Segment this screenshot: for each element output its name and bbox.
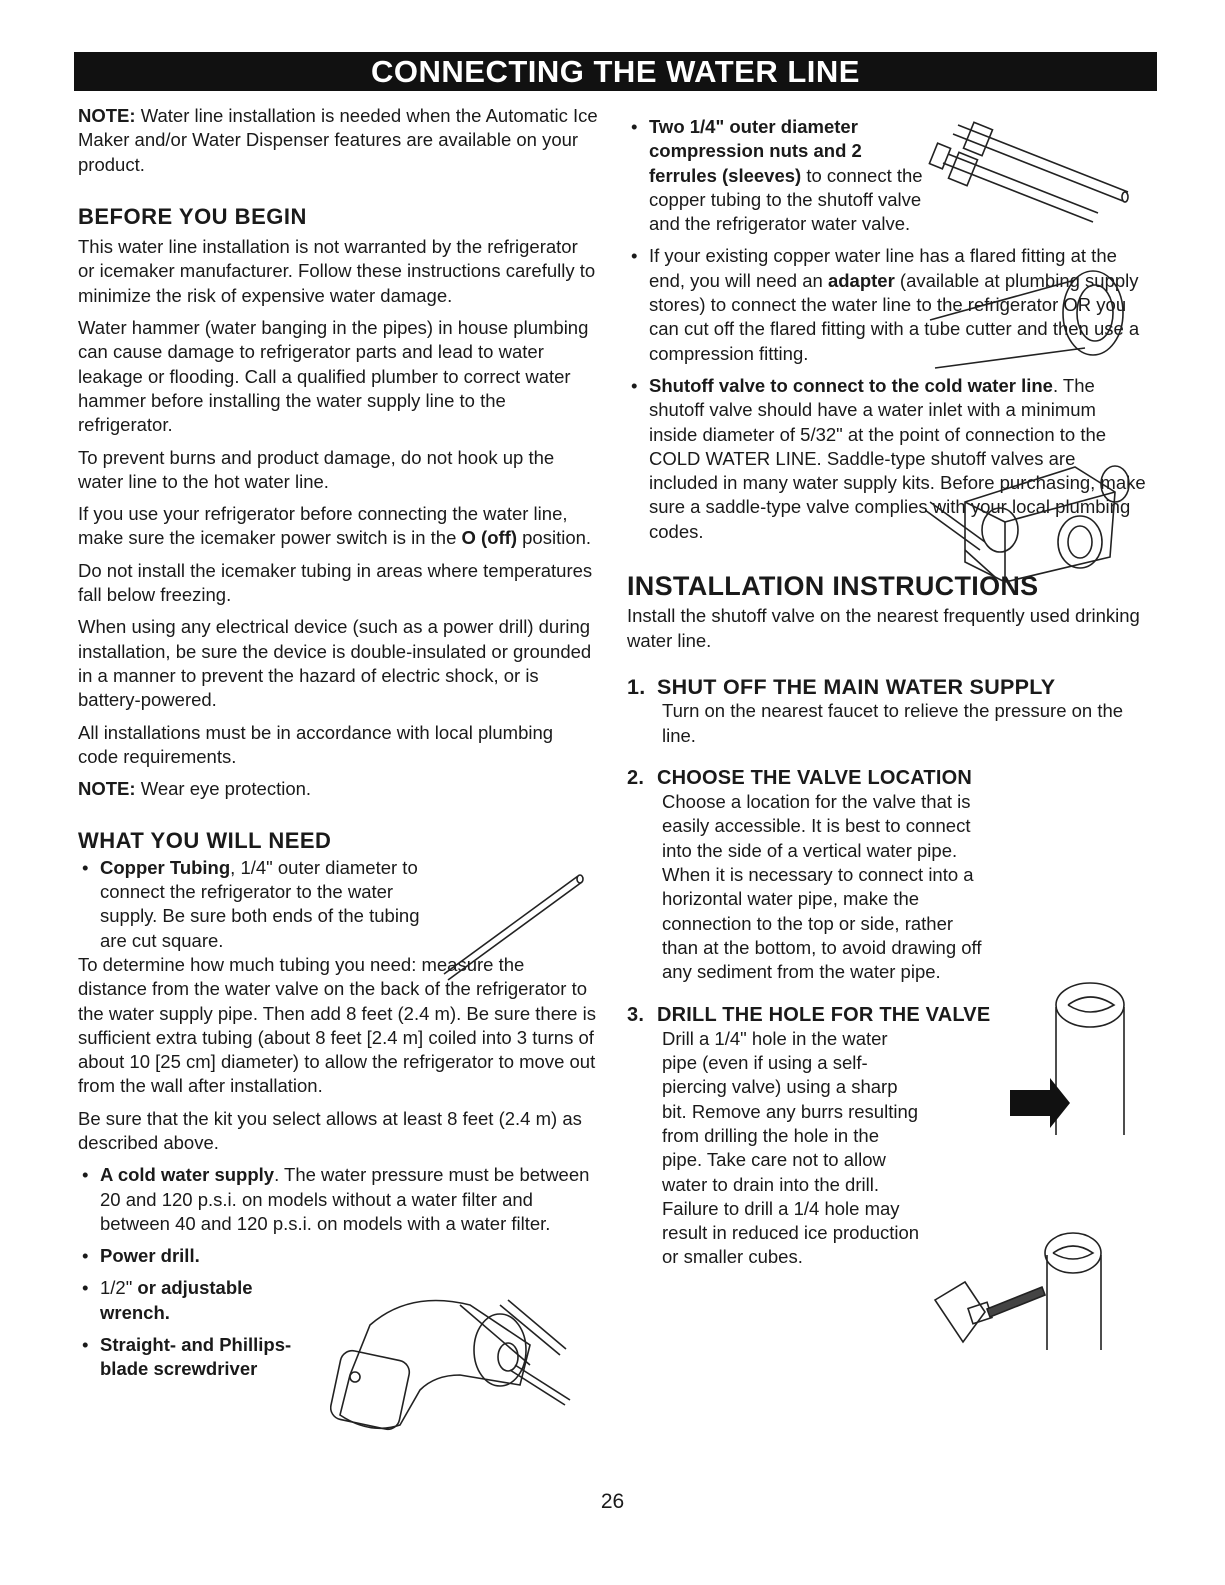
shutoff-valve-illustration: [925, 462, 1135, 592]
step2-number: 2.: [627, 766, 645, 789]
shutoff-text: . The shutoff valve should have a water inlet with a minimum inside diameter of 5/32" at the point of connection to the COLD WATER LINE. Saddle-type shutoff valves are included in many water supply kits. Before purchasing, make sure a saddle-type valve complies with your local plumbing codes.: [649, 374, 1146, 542]
before-p3: To prevent burns and product damage, do not hook up the water line to the hot water line.: [78, 446, 555, 492]
copper-text: , 1/4" outer diameter to connect the refrigerator to the water supply. Be sure both ends of the tubing are cut square.: [100, 856, 420, 951]
list-item-cold: [78, 1163, 598, 1236]
step3-text-body: Drill a 1/4" hole in the water pipe (even if using a self-piercing valve) using a sharp bit. Remove any burrs resulting from drilling the hole in the pipe. Take care not to allow water to drain into the drill. Failure to drill a 1/4 hole may result in reduced ice production or smaller cubes.: [662, 1027, 920, 1268]
note-text: Water line installation is needed when the Automatic Ice Maker and/or Water Dispenser features are available on your product.: [78, 105, 598, 175]
arrow-right-icon: [1010, 1078, 1070, 1128]
step2-title: [627, 766, 1147, 790]
step1-title-text: SHUT OFF THE MAIN WATER SUPPLY: [657, 674, 1056, 699]
step2-text: [627, 790, 1147, 984]
before-p4: [78, 502, 598, 551]
note2-text: Wear eye protection.: [135, 778, 312, 800]
before-p1: This water line installation is not warranted by the refrigerator or icemaker manufacturer. Follow these instructions carefully to minimize the risk of expensive water damage.: [78, 236, 596, 306]
need-measure: To determine how much tubing you need: measure the distance from the water valve on the back of the refrigerator to the water supply pipe. Then add 8 feet (2.4 m). Be sure there is sufficient extra tubing (about 8 feet [2.4 m] coiled into 3 turns of about 10 [25 cm] diameter) to allow the refrigerator to move out from the wall after installation.: [78, 953, 596, 1097]
vertical-pipe-illustration: [1010, 975, 1140, 1140]
before-p2: Water hammer (water banging in the pipes) in house plumbing can cause damage to refrigerator parts and lead to water leakage or flooding. Call a qualified plumber to correct water hammer before installing the water supply line to the refrigerator.: [78, 317, 589, 436]
before-heading: BEFORE YOU BEGIN: [78, 203, 307, 229]
install-heading: INSTALLATION INSTRUCTIONS: [627, 571, 1039, 602]
wrench-size: 1/2": [100, 1277, 133, 1299]
compression-nuts-illustration: [918, 120, 1133, 225]
nuts-bold: Two 1/4" outer diameter compression nuts and 2 ferrules (sleeves): [649, 116, 862, 186]
note-label: NOTE:: [78, 105, 136, 126]
step1-title: [627, 675, 1147, 699]
before-p5: Do not install the icemaker tubing in areas where temperatures fall below freezing.: [78, 559, 593, 606]
cold-bold: A cold water supply: [100, 1164, 275, 1186]
copper-tubing-illustration: [440, 870, 590, 985]
p4-text: If you use your refrigerator before connecting the water line, make sure the icemaker power switch is in the: [78, 503, 568, 549]
step3-number: 3.: [627, 1003, 645, 1026]
copper-bold: Copper Tubing: [100, 856, 231, 878]
drill-pipe-illustration: [925, 1225, 1105, 1360]
p4-bold: O (off): [461, 527, 517, 549]
p4-text-end: position.: [517, 527, 592, 549]
step3-title-text: DRILL THE HOLE FOR THE VALVE: [657, 1003, 991, 1026]
drill-label: Power drill.: [100, 1245, 200, 1267]
intro-note: [78, 104, 598, 177]
need-heading: WHAT YOU WILL NEED: [78, 828, 332, 854]
shutoff-bold: Shutoff valve to connect to the cold water line: [649, 374, 1053, 396]
before-p7: All installations must be in accordance with local plumbing code requirements.: [78, 721, 554, 767]
flare-bold: adapter: [827, 269, 895, 291]
install-intro: Install the shutoff valve on the nearest frequently used drinking water line.: [627, 605, 1140, 651]
list-item-drill: [78, 1244, 598, 1268]
cold-text: . The water pressure must be between 20 and 120 p.s.i. on models without a water filter and between 40 and 120 p.s.i. on models with a water filter.: [100, 1164, 590, 1234]
flare-text-end: (available at plumbing supply stores) to connect the water line to the refrigerator OR you can cut off the flared fitting with a tube cutter and then use a compression fitting.: [649, 269, 1140, 364]
step2-title-text: CHOOSE THE VALVE LOCATION: [657, 766, 973, 789]
page-number: 26: [600, 1490, 625, 1513]
screwdriver-label: Straight- and Phillips-blade screwdriver: [100, 1334, 292, 1380]
flare-text: If your existing copper water line has a flared fitting at the end, you will need an: [649, 245, 1117, 291]
step1-text: Turn on the nearest faucet to relieve the pressure on the line.: [662, 700, 1124, 746]
flared-fitting-illustration: [925, 268, 1130, 378]
step1-number: 1.: [627, 674, 646, 699]
note2-label: NOTE:: [78, 778, 136, 800]
need-kit: Be sure that the kit you select allows at least 8 feet (2.4 m) as described above.: [78, 1107, 582, 1153]
section-banner: CONNECTING THE WATER LINE: [74, 52, 1157, 91]
before-p6: When using any electrical device (such as a power drill) during installation, be sure the device is double-insulated or grounded in a manner to prevent the hazard of electric shock, or is battery-powered.: [78, 616, 592, 711]
step2-text-body: Choose a location for the valve that is easily accessible. It is best to connect into the side of a vertical water pipe. When it is necessary to connect into a horizontal water pipe, make the connection to the top or side, rather than at the bottom, to avoid drawing off any sediment from the water pipe.: [662, 791, 982, 983]
note-eye: [78, 777, 598, 801]
power-drill-illustration: [330, 1285, 575, 1450]
left-column: [78, 104, 598, 1382]
nuts-text: to connect the copper tubing to the shutoff valve and the refrigerator water valve.: [649, 164, 923, 235]
wrench-label: or adjustable wrench.: [100, 1277, 253, 1323]
